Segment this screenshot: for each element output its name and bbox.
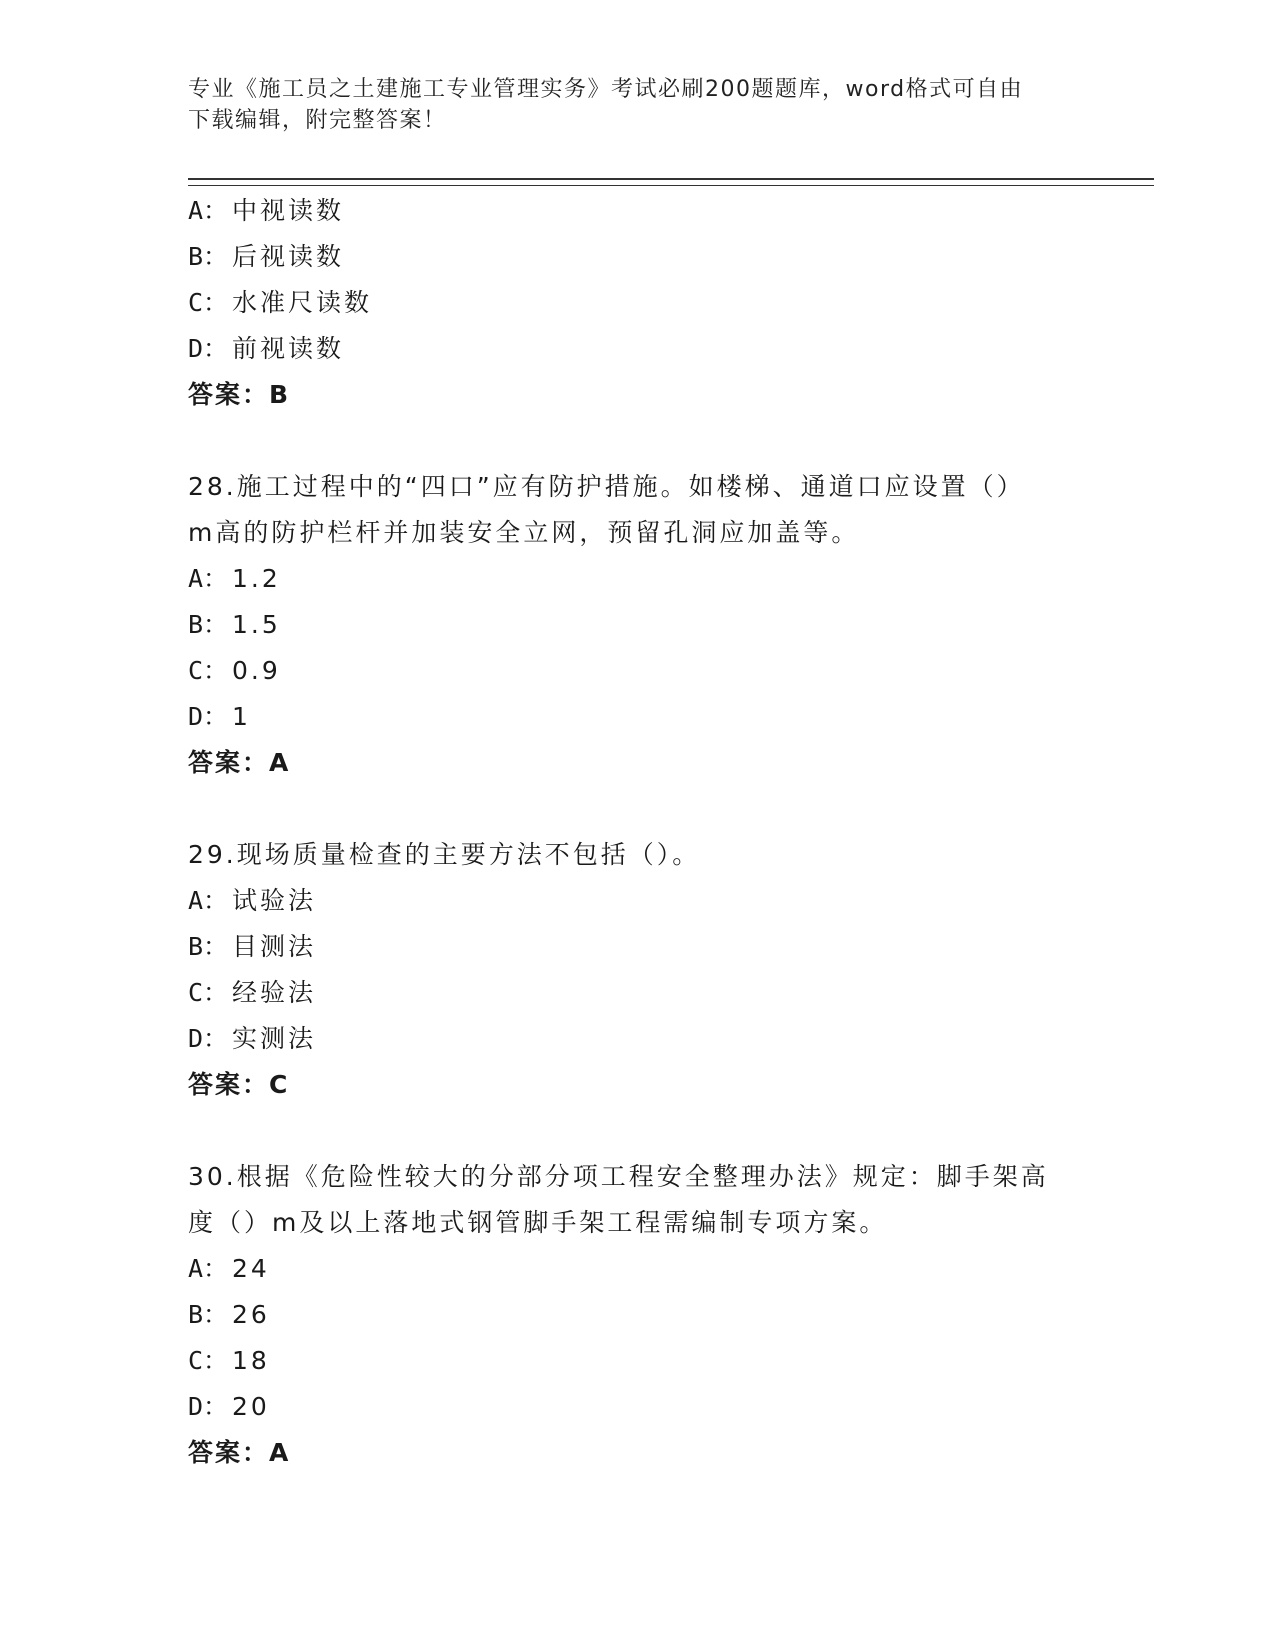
question-stem: 29.现场质量检查的主要方法不包括（）。 [188,840,701,869]
option-key: B： [188,242,229,271]
option-d [188,1016,1088,1062]
question-30 [188,1154,1088,1476]
option-a [188,188,1088,234]
option-text: 1.2 [232,564,281,593]
document-header [188,74,1088,136]
answer-line: 答案：A [188,1438,291,1467]
option-text: 1.5 [232,610,281,639]
option-text: 26 [232,1300,270,1329]
option-text: 目测法 [232,932,317,961]
option-text: 后视读数 [232,242,345,271]
header-line-2: 下载编辑，附完整答案！ [188,108,447,133]
option-a [188,1246,1088,1292]
question-stem-cont: m高的防护栏杆并加装安全立网，预留孔洞应加盖等。 [188,518,860,547]
option-key: A： [188,196,229,225]
option-b [188,1292,1088,1338]
question-28 [188,464,1088,786]
option-text: 0.9 [232,656,281,685]
option-text: 中视读数 [232,196,345,225]
option-key: C： [188,978,229,1007]
question-29 [188,832,1088,1108]
option-key: B： [188,610,229,639]
answer-line: 答案：B [188,380,291,409]
option-key: A： [188,1254,229,1283]
option-a [188,878,1088,924]
header-line-1: 专业《施工员之土建施工专业管理实务》考试必刷200题题库，word格式可自由 [188,77,1024,102]
option-d [188,1384,1088,1430]
option-text: 实测法 [232,1024,317,1053]
option-key: D： [188,702,229,731]
option-key: A： [188,564,229,593]
option-key: D： [188,1392,229,1421]
answer-line: 答案：C [188,1070,290,1099]
option-c [188,1338,1088,1384]
option-text: 20 [232,1392,270,1421]
option-text: 18 [232,1346,270,1375]
option-text: 前视读数 [232,334,345,363]
option-key: A： [188,886,229,915]
option-key: B： [188,932,229,961]
spacer [188,418,1088,464]
option-key: C： [188,288,229,317]
option-c [188,970,1088,1016]
option-text: 水准尺读数 [232,288,373,317]
spacer [188,786,1088,832]
option-c [188,280,1088,326]
spacer [188,1108,1088,1154]
option-text: 试验法 [232,886,317,915]
option-key: C： [188,1346,229,1375]
option-key: C： [188,656,229,685]
option-b [188,234,1088,280]
header-divider [188,178,1154,186]
question-stem-cont: 度（）m及以上落地式钢管脚手架工程需编制专项方案。 [188,1208,888,1237]
option-d [188,326,1088,372]
option-a [188,556,1088,602]
option-text: 经验法 [232,978,317,1007]
option-key: D： [188,334,229,363]
question-stem: 28.施工过程中的“四口”应有防护措施。如楼梯、通道口应设置（） [188,472,1025,501]
option-key: D： [188,1024,229,1053]
option-d [188,694,1088,740]
option-b [188,924,1088,970]
option-c [188,648,1088,694]
option-text: 24 [232,1254,270,1283]
question-27 [188,188,1088,418]
option-b [188,602,1088,648]
option-text: 1 [232,702,251,731]
question-list [188,188,1088,1476]
answer-line: 答案：A [188,748,291,777]
option-key: B： [188,1300,229,1329]
question-stem: 30.根据《危险性较大的分部分项工程安全整理办法》规定：脚手架高 [188,1162,1049,1191]
